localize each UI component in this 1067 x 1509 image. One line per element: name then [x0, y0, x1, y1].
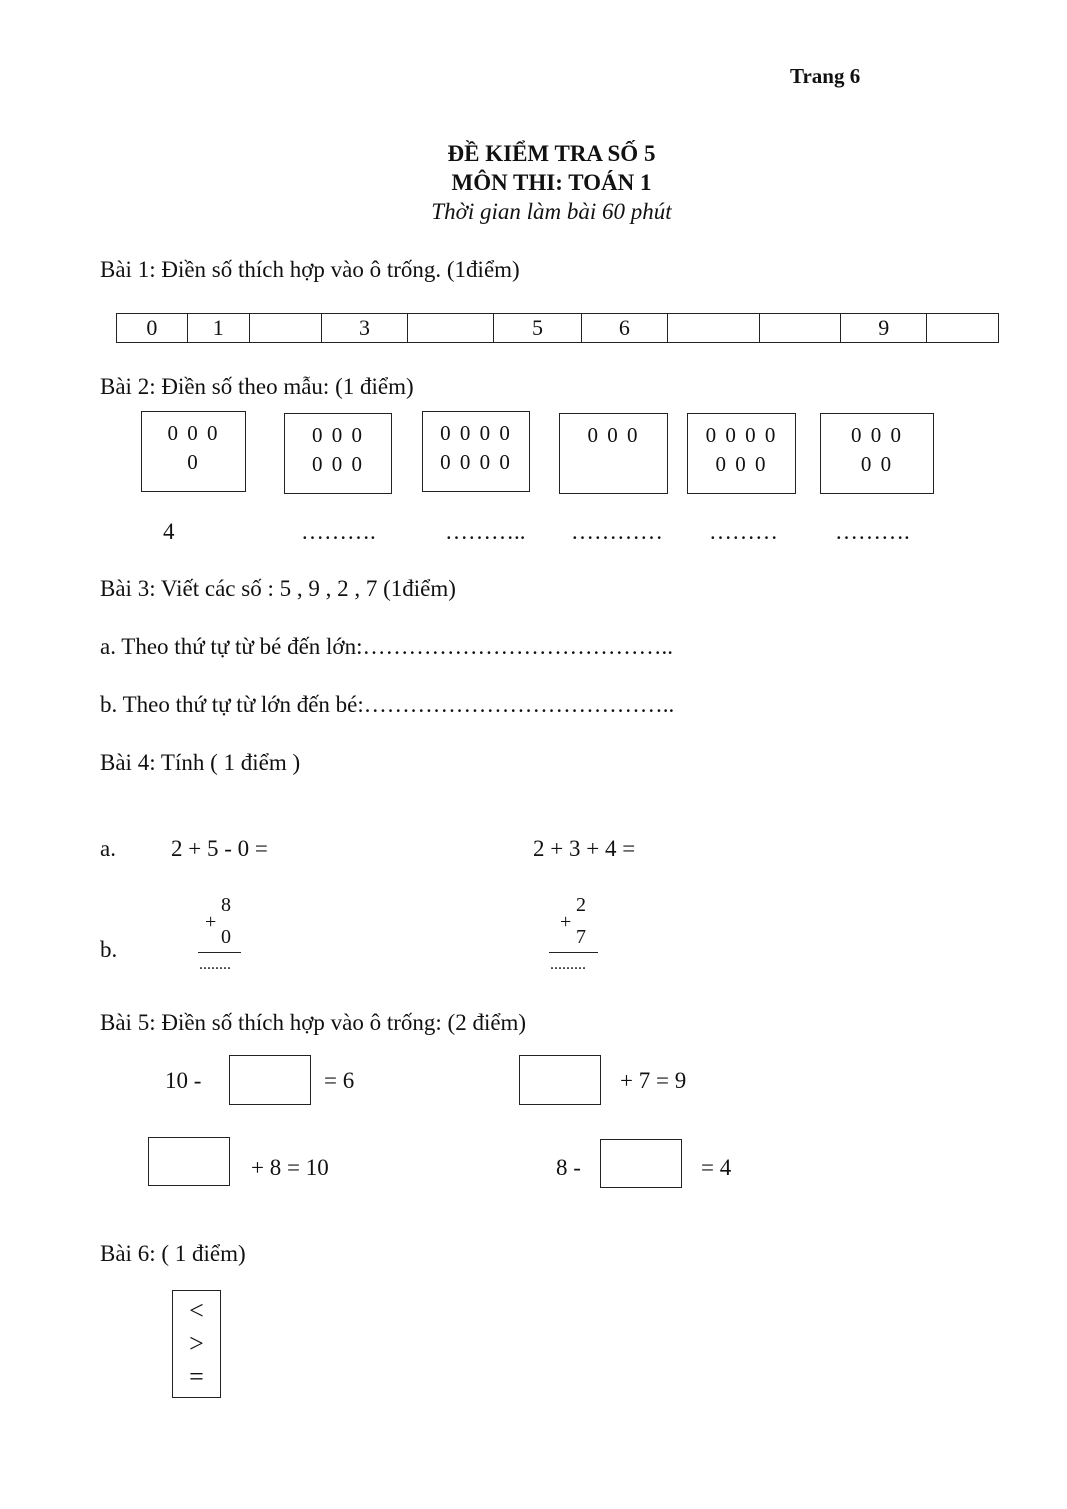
dot-row: 0 0 0	[715, 452, 768, 476]
dot-row: 0 0 0	[312, 423, 364, 447]
strip-cell: 0	[117, 314, 188, 342]
strip-cell-blank[interactable]	[250, 314, 322, 342]
eq4-right: = 4	[701, 1155, 732, 1180]
col2-sum-line	[549, 952, 598, 953]
dot-answer[interactable]: …………	[571, 519, 663, 544]
greater-than-symbol: >	[189, 1329, 204, 1358]
eq1-left: 10 -	[165, 1068, 202, 1093]
number-strip	[116, 313, 999, 343]
strip-cell-blank[interactable]	[760, 314, 842, 342]
dot-answer: 4	[163, 519, 175, 544]
bai3-part-a[interactable]: a. Theo thứ tự từ bé đến lớn:…………………………………..	[100, 634, 673, 659]
bai4-expr-a2: 2 + 3 + 4 =	[533, 836, 636, 861]
bai1-heading: Bài 1: Điền số thích hợp vào ô trống. (1điểm)	[100, 257, 520, 282]
strip-cell: 3	[322, 314, 409, 342]
dot-answer[interactable]: ………..	[445, 519, 526, 544]
bai4-expr-a1: 2 + 5 - 0 =	[171, 836, 268, 861]
strip-cell-blank[interactable]	[668, 314, 760, 342]
dot-row: 0 0 0 0	[440, 450, 512, 474]
bai3-heading: Bài 3: Viết các số : 5 , 9 , 2 , 7 (1điểm)	[100, 576, 456, 601]
dot-answer[interactable]: ……….	[301, 519, 376, 544]
less-than-symbol: <	[189, 1296, 204, 1325]
col1-sum-line	[198, 952, 241, 953]
eq1-right: = 6	[324, 1068, 355, 1093]
col2-top: 2	[576, 894, 586, 916]
dot-row: 0 0 0	[167, 421, 220, 445]
strip-cell: 9	[841, 314, 927, 342]
eq3-answer-box[interactable]	[148, 1137, 230, 1186]
dot-box	[687, 413, 796, 494]
dot-box	[820, 413, 934, 494]
bai5-heading: Bài 5: Điền số thích hợp vào ô trống: (2 điểm)	[100, 1010, 527, 1035]
strip-cell: 6	[582, 314, 668, 342]
dot-row: 0	[187, 450, 200, 474]
strip-cell: 1	[188, 314, 250, 342]
dot-box	[422, 411, 530, 492]
col2-plus: +	[560, 911, 572, 933]
bai4-heading: Bài 4: Tính ( 1 điểm )	[100, 750, 301, 775]
dot-box	[141, 411, 246, 492]
dot-row: 0 0 0	[851, 423, 903, 447]
dot-box	[559, 413, 668, 494]
eq1-answer-box[interactable]	[229, 1055, 311, 1105]
eq4-left: 8 -	[556, 1155, 581, 1180]
dot-answer[interactable]: ………	[709, 519, 778, 544]
strip-cell-blank[interactable]	[408, 314, 494, 342]
compare-symbols-box	[172, 1290, 221, 1398]
bai4-label-a: a.	[100, 836, 116, 861]
dot-row: 0 0 0 0	[705, 423, 778, 447]
bai3-part-b[interactable]: b. Theo thứ tự từ lớn đến bé:…………………………………..	[100, 692, 675, 717]
eq2-right: + 7 = 9	[620, 1068, 687, 1093]
exam-subject: MÔN THI: TOÁN 1	[451, 170, 652, 195]
exam-title: ĐỀ KIỂM TRA SỐ 5	[447, 141, 656, 166]
col1-top: 8	[221, 894, 231, 916]
dot-box	[284, 413, 392, 494]
strip-cell: 5	[494, 314, 582, 342]
eq4-answer-box[interactable]	[600, 1139, 682, 1188]
bai6-heading: Bài 6: ( 1 điểm)	[100, 1241, 246, 1266]
equals-symbol: =	[189, 1362, 204, 1391]
eq3-right: + 8 = 10	[251, 1155, 329, 1180]
page-number: Trang 6	[790, 64, 861, 88]
dot-row: 0 0 0	[587, 423, 640, 447]
col1-bottom: 0	[221, 926, 231, 948]
col2-answer[interactable]: .........	[550, 956, 586, 973]
eq2-answer-box[interactable]	[519, 1055, 601, 1105]
dot-row: 0 0 0	[312, 452, 364, 476]
exam-duration: Thời gian làm bài 60 phút	[431, 199, 672, 224]
col2-bottom: 7	[576, 926, 586, 948]
strip-cell-blank[interactable]	[927, 314, 998, 342]
col1-plus: +	[205, 911, 217, 933]
bai4-label-b: b.	[100, 937, 118, 962]
dot-row: 0 0	[860, 452, 894, 476]
dot-row: 0 0 0 0	[440, 421, 512, 445]
bai2-heading: Bài 2: Điền số theo mẫu: (1 điểm)	[100, 374, 414, 399]
dot-answer[interactable]: ……….	[835, 519, 910, 544]
col1-answer[interactable]: ........	[199, 956, 231, 973]
